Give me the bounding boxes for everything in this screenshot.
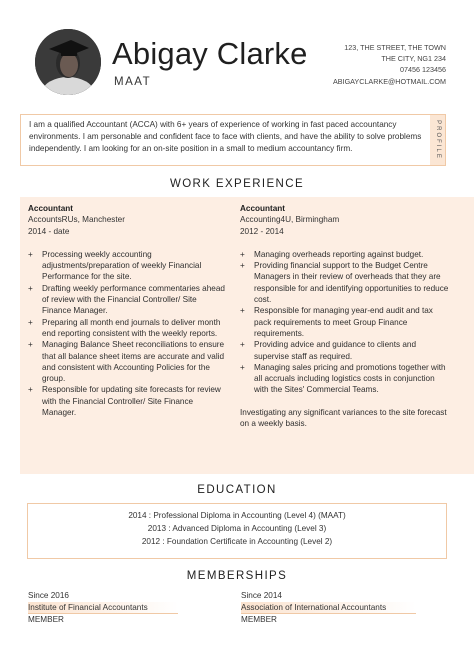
education-heading: EDUCATION [197, 484, 277, 496]
list-item: + Managing overheads reporting against budget. [240, 249, 424, 259]
plus-icon: + [28, 283, 33, 293]
membership-2-level: MEMBER [241, 615, 277, 625]
contact-address-line-1: 123, THE STREET, THE TOWN [344, 43, 446, 52]
membership-2-org: Association of International Accountants [241, 602, 416, 615]
membership-2-since: Since 2014 [241, 591, 282, 600]
plus-icon: + [240, 261, 245, 271]
list-item: + Managing Balance Sheet reconciliations to ensure that all balance sheet items are accurate and valid and consistent with Accounting Policies for the group. [28, 340, 225, 384]
profile-tab-label: PROFILE [434, 120, 441, 160]
candidate-name: Abigay Clarke [112, 36, 308, 71]
job-1-title: Accountant [28, 204, 74, 213]
list-item: + Responsible for updating site forecasts for review with the Financial Controller/ Site Finance Manager. [28, 385, 221, 418]
job-2-duties [240, 249, 450, 396]
profile-photo [35, 29, 101, 95]
list-item: + Responsible for managing year-end audit and tax pack requirements to meet Group Finance requirements. [240, 306, 433, 338]
job-2-dates: 2012 - 2014 [240, 226, 284, 236]
membership-2 [241, 590, 416, 626]
education-item: 2012 : Foundation Certificate in Accounting (Level 2) [141, 537, 333, 546]
plus-icon: + [28, 340, 33, 350]
job-2-note: Investigating any significant variances to the site forecast on a weekly basis. [240, 407, 447, 429]
education-item: 2013 : Advanced Diploma in Accounting (Level 3) [147, 524, 327, 533]
profile-summary: I am a qualified Accountant (ACCA) with 6+ years of experience of working in fast paced accountancy environments. I am personable and confident face to face with clients, and have the ability to solve problems independently. I am looking for an on-site position in a small to medium accountancy firm. [20, 114, 430, 166]
plus-icon: + [240, 340, 245, 350]
profile-tab [430, 114, 446, 166]
plus-icon: + [28, 317, 33, 327]
list-item: + Drafting weekly performance commentaries ahead of review with the Financial Controller/ Site Finance Manager. [28, 283, 225, 316]
education-item: 2014 : Professional Diploma in Accounting (Level 4) (MAAT) [128, 511, 346, 520]
membership-1-org: Institute of Financial Accountants [28, 602, 178, 615]
membership-1-since: Since 2016 [28, 591, 69, 600]
job-1-dates: 2014 - date [28, 226, 70, 236]
job-2-company: Accounting4U, Birmingham [240, 215, 340, 225]
plus-icon: + [28, 385, 33, 395]
plus-icon: + [240, 362, 245, 372]
memberships-heading: MEMBERSHIPS [186, 570, 288, 582]
contact-email[interactable]: ABIGAYCLARKE@HOTMAIL.COM [333, 76, 446, 86]
list-item: + Processing weekly accounting adjustments/preparation of weekly Financial Performance for the site. [28, 249, 202, 282]
contact-address-line-2: THE CITY, NG1 234 [381, 54, 446, 64]
candidate-title: MAAT [114, 76, 152, 88]
contact-block [333, 42, 446, 87]
job-2-title: Accountant [240, 204, 286, 213]
work-experience-heading: WORK EXPERIENCE [169, 178, 305, 190]
job-1 [28, 203, 228, 418]
list-item: + Providing advice and guidance to clients and supervise staff as required. [240, 340, 417, 361]
job-1-company: AccountsRUs, Manchester [28, 215, 125, 225]
education-list [27, 503, 447, 559]
job-1-duties [28, 249, 228, 418]
membership-1 [28, 590, 178, 626]
job-2 [240, 203, 450, 429]
list-item: + Preparing all month end journals to deliver month end reporting consistent with the weekly reports. [28, 317, 221, 338]
plus-icon: + [240, 306, 245, 316]
membership-1-level: MEMBER [28, 615, 64, 625]
list-item: + Providing financial support to the Budget Centre Managers in their review of overheads that they are responsible for and identifying opportunities to reduce cost. [240, 261, 449, 305]
list-item: + Managing sales pricing and promotions together with all accruals including logistics costs in conjunction with the Sites' Commercial Teams. [240, 362, 446, 395]
contact-phone: 07456 123456 [400, 65, 446, 75]
plus-icon: + [240, 249, 245, 259]
plus-icon: + [28, 249, 33, 259]
